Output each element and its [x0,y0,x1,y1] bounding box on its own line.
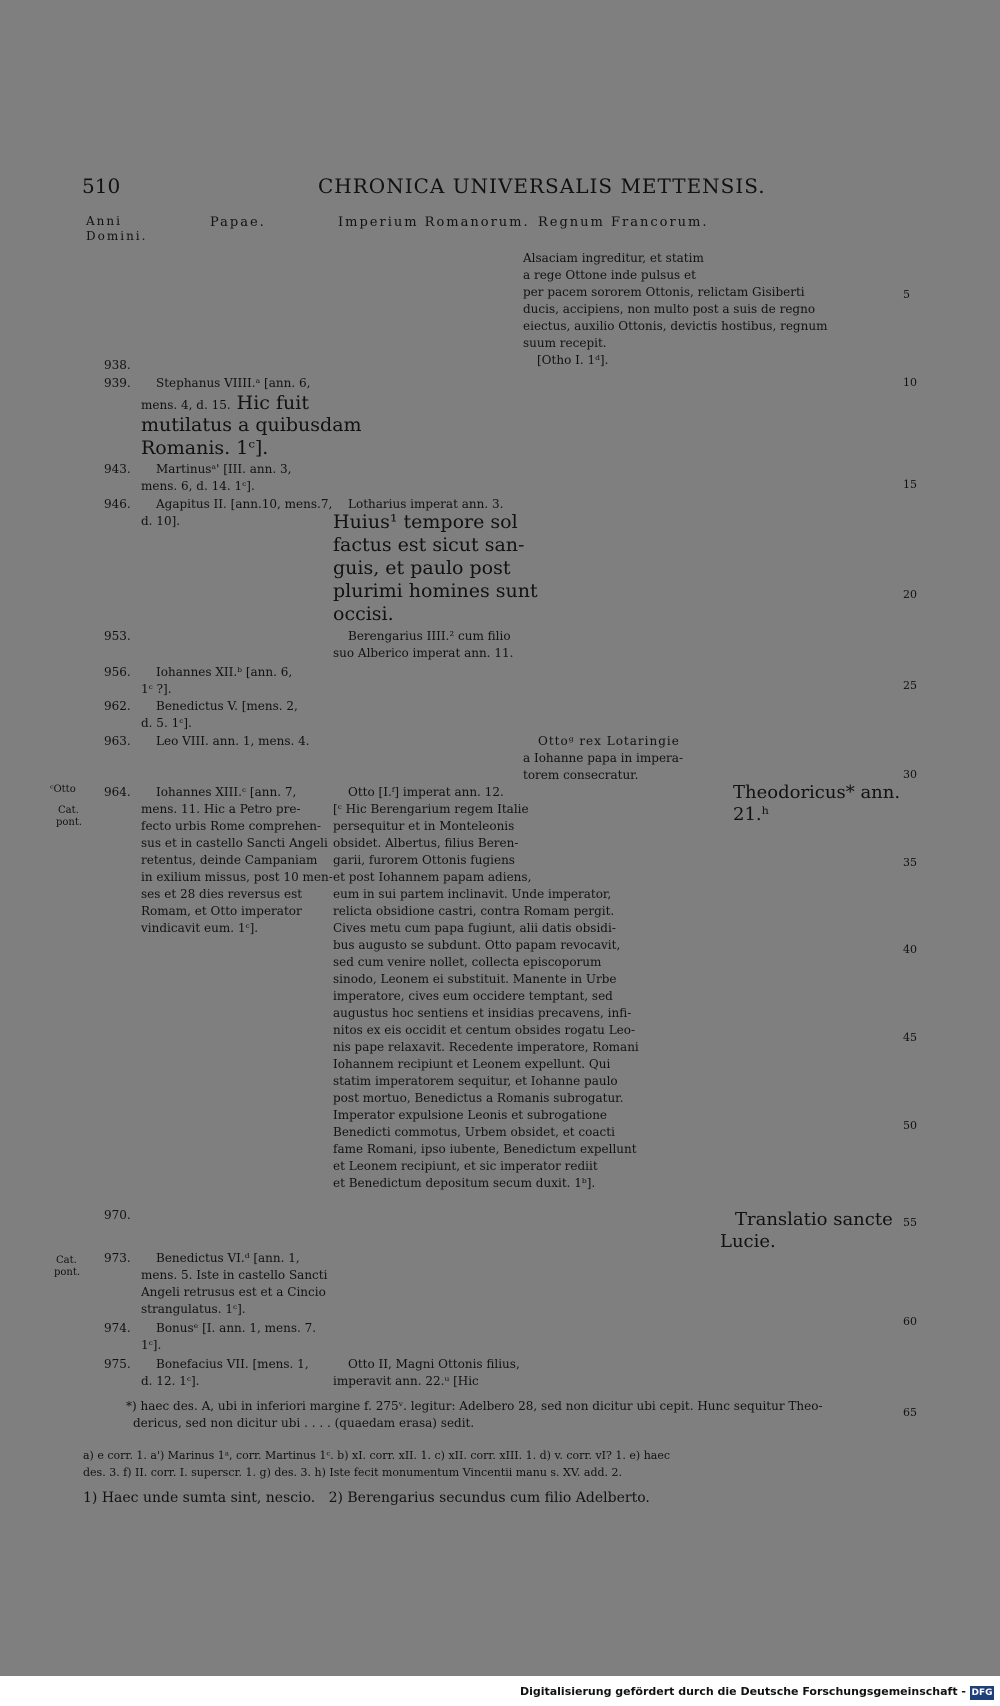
text-line: Otto [I.ᶠ] imperat ann. 12. [348,785,504,799]
pope-entry-946 [141,496,332,530]
text-line: et Leonem recipiunt, et sic imperator rediit [333,1159,598,1173]
year-970: 970. [104,1208,131,1222]
text-line: 21.ʰ [733,804,770,825]
text-line: nitos ex eis occidit et centum obsides rogatu Leo- [333,1023,636,1037]
text-line: ducis, accipiens, non multo post a suis de regno [523,302,816,316]
text-line: Iohannes XIII.ᶜ [ann. 7, [156,785,297,799]
text-line: in exilium missus, post 10 men- [141,870,333,884]
text-line: Iohannem recipiunt et Leonem expellunt. Qui [333,1057,611,1071]
text-line: Benedictus V. [mens. 2, [156,699,298,713]
margin-note-pont: pont. [54,1267,81,1278]
text-line: relicta obsidione castri, contra Romam pergit. [333,904,615,918]
pope-entry-974 [141,1320,316,1354]
year-962: 962. [104,699,131,713]
pope-entry-963 [156,733,310,750]
line-number: 25 [903,679,917,692]
text-line: d. 5. 1ᶜ]. [141,716,192,730]
text-line: suo Alberico imperat ann. 11. [333,646,514,660]
footer-bar [0,1676,1000,1706]
margin-note-otto: ᶜOtto [50,784,76,795]
text-line: augustus hoc sentiens et insidias precavens, infi- [333,1006,632,1020]
text-line: Stephanus VIIII.ᵃ [ann. 6, [156,376,311,390]
text-line: Bonusᵉ [I. ann. 1, mens. 7. [156,1321,317,1335]
text-line: plurimi homines sunt [333,580,538,602]
column-header-anni: Anni Domini. [86,214,148,243]
text-line: Benedicti commotus, Urbem obsidet, et coacti [333,1125,615,1139]
running-title: CHRONICA UNIVERSALIS METTENSIS. [318,174,766,198]
text-line: Romam, et Otto imperator [141,904,302,918]
emperor-entry-946: Lotharius imperat ann. 3. [348,497,504,511]
emperor-946-note [333,511,538,626]
text-line: ses et 28 dies reversus est [141,887,303,901]
dfg-logo-icon: DFG [971,1688,993,1698]
text-line: Martinusᵃ' [III. ann. 3, [156,462,292,476]
text-line: Bonefacius VII. [mens. 1, [156,1357,309,1371]
variant-notes [83,1447,670,1481]
year-974: 974. [104,1321,131,1335]
margin-note-pont: pont. [56,817,83,828]
line-number: 45 [903,1031,917,1044]
text-line: Lucie. [720,1231,776,1252]
text-line: occisi. [333,603,394,625]
emperor-entry-975 [333,1356,520,1390]
text-line: dericus, sed non dicitur ubi . . . . (quaedam erasa) sedit. [133,1416,475,1430]
text-line: Theodoricus* ann. [733,782,901,803]
text-line: *) haec des. A, ubi in inferiori margine f. 275ᵛ. legitur: Adelbero 28, sed non dicitur ubi cepit. Hunc sequitur Theo- [126,1399,823,1413]
regnum-top-block [523,250,827,369]
text-line: Iohannes XII.ᵇ [ann. 6, [156,665,293,679]
year-963: 963. [104,734,131,748]
text-line: fame Romani, ipso iubente, Benedictum expellunt [333,1142,637,1156]
regnum-entry-theodoricus [733,782,900,826]
text-line: a Iohanne papa in impera- [523,751,684,765]
text-line: persequitur et in Monteleonis [333,819,515,833]
text-line: Leo VIII. ann. 1, mens. 4. [156,734,310,748]
text-line: obsidet. Albertus, filius Beren- [333,836,519,850]
source-notes: 1) Haec unde sumta sint, nescio. 2) Berengarius secundus cum filio Adelberto. [83,1490,650,1506]
text-line: suum recepit. [523,336,607,350]
pope-entry-943 [141,461,291,495]
text-line: garii, furorem Ottonis fugiens [333,853,515,867]
text-line: vindicavit eum. 1ᶜ]. [141,921,259,935]
text-line: Agapitus II. [ann.10, mens.7, [156,497,333,511]
text-line: imperatore, cives eum occidere temptant, sed [333,989,613,1003]
text-line: imperavit ann. 22.ᵘ [Hic [333,1374,479,1388]
text-line: et post Iohannem papam adiens, [333,870,532,884]
year-943: 943. [104,462,131,476]
text-line: mens. 5. Iste in castello Sancti [141,1268,328,1282]
text-line: Alsaciam ingreditur, et statim [523,251,704,265]
year-953: 953. [104,629,131,643]
pope-entry-956 [141,664,292,698]
text-line: statim imperatorem sequitur, et Iohanne paulo [333,1074,618,1088]
regnum-entry-translatio [720,1209,893,1253]
text-line: retentus, deinde Campaniam [141,853,318,867]
pope-939-note [141,414,362,460]
line-number: 20 [903,588,917,601]
text-line: Huius¹ tempore sol [333,511,518,533]
pope-entry-939 [141,375,311,415]
text-line: mutilatus a quibusdam [141,414,362,436]
text-line: sed cum venire nollet, collecta episcoporum [333,955,602,969]
year-939: 939. [104,376,131,390]
text-line: 1ᶜ ?]. [141,682,172,696]
column-header-pape: Papae. [210,215,266,230]
year-956: 956. [104,665,131,679]
text-line: per pacem sororem Ottonis, relictam Gisiberti [523,285,805,299]
text-line: Angeli retrusus est et a Cincio [141,1285,326,1299]
line-number: 30 [903,768,917,781]
year-973: 973. [104,1251,131,1265]
text-line: Romanis. 1ᶜ]. [141,437,269,459]
line-number: 35 [903,856,917,869]
regnum-entry-963 [523,733,683,784]
text-line: 1ᶜ]. [141,1338,162,1352]
text-line: eum in sui partem inclinavit. Unde imperator, [333,887,612,901]
emperor-entry-964 [333,784,639,1192]
text-line: mens. 6, d. 14. 1ᶜ]. [141,479,255,493]
pope-entry-962 [141,698,298,732]
text-line: torem consecratur. [523,768,639,782]
line-number: 40 [903,943,917,956]
emperor-entry-953 [333,628,513,662]
text-line: Otto II, Magni Ottonis filius, [348,1357,520,1371]
text-line: factus est sicut san- [333,534,525,556]
pope-entry-964 [141,784,333,937]
pope-entry-973 [141,1250,327,1318]
line-number: 10 [903,376,917,389]
text-line: Imperator expulsione Leonis et subrogatione [333,1108,608,1122]
text-line: a) e corr. 1. a') Marinus 1ᵃ, corr. Martinus 1ᶜ. b) xI. corr. xII. 1. c) xII. corr. xIII. 1. d) v. corr. vI? 1. e) haec [83,1449,671,1462]
digitization-credit: Digitalisierung gefördert durch die Deutsche Forschungsgemeinschaft - [519,1685,966,1698]
column-header-regnum: Regnum Francorum. [538,215,709,230]
margin-note-cat: Cat. [58,805,79,816]
year-938: 938. [104,358,131,372]
text-line: et Benedictum depositum secum duxit. 1ᵇ]. [333,1176,596,1190]
text-line: eiectus, auxilio Ottonis, devictis hostibus, regnum [523,319,828,333]
margin-note-cat: Cat. [56,1255,77,1266]
text-line: bus augusto se subdunt. Otto papam revocavit, [333,938,621,952]
text-line: sus et in castello Sancti Angeli [141,836,328,850]
text-line: mens. 4, d. 15. [141,398,231,412]
year-964: 964. [104,785,131,799]
text-line: fecto urbis Rome comprehen- [141,819,322,833]
line-number: 5 [903,288,910,301]
line-number: 60 [903,1315,917,1328]
text-line: nis pape relaxavit. Recedente imperatore, Romani [333,1040,639,1054]
text-line: strangulatus. 1ᶜ]. [141,1302,246,1316]
text-line: Ottoᵍ rex Lotaringie [538,734,680,748]
column-header-imperium: Imperium Romanorum. [338,215,530,230]
year-975: 975. [104,1357,131,1371]
page-number: 510 [82,174,121,198]
text-line: Hic fuit [236,392,309,414]
text-line: mens. 11. Hic a Petro pre- [141,802,301,816]
line-number: 50 [903,1119,917,1132]
text-line: Cives metu cum papa fugiunt, alii datis obsidi- [333,921,616,935]
text-line: post mortuo, Benedictus a Romanis subrogatur. [333,1091,624,1105]
line-number: 65 [903,1406,917,1419]
text-line: Translatio sancte [735,1209,893,1230]
text-line: des. 3. f) II. corr. I. superscr. 1. g) des. 3. h) Iste fecit monumentum Vincentii manu s. XV. add. 2. [83,1466,623,1479]
text-line: [ᶜ Hic Berengarium regem Italie [333,802,529,816]
pope-entry-975 [141,1356,309,1390]
text-line: [Otho I. 1ᵈ]. [537,353,609,367]
line-number: 15 [903,478,917,491]
text-line: sinodo, Leonem ei substituit. Manente in Urbe [333,972,617,986]
text-line: a rege Ottone inde pulsus et [523,268,696,282]
text-line: Berengarius IIII.² cum filio [348,629,511,643]
text-line: d. 12. 1ᶜ]. [141,1374,200,1388]
year-946: 946. [104,497,131,511]
text-line: guis, et paulo post [333,557,511,579]
footnote-star [111,1398,823,1432]
text-line: d. 10]. [141,514,181,528]
line-number: 55 [903,1216,917,1229]
text-line: Benedictus VI.ᵈ [ann. 1, [156,1251,300,1265]
